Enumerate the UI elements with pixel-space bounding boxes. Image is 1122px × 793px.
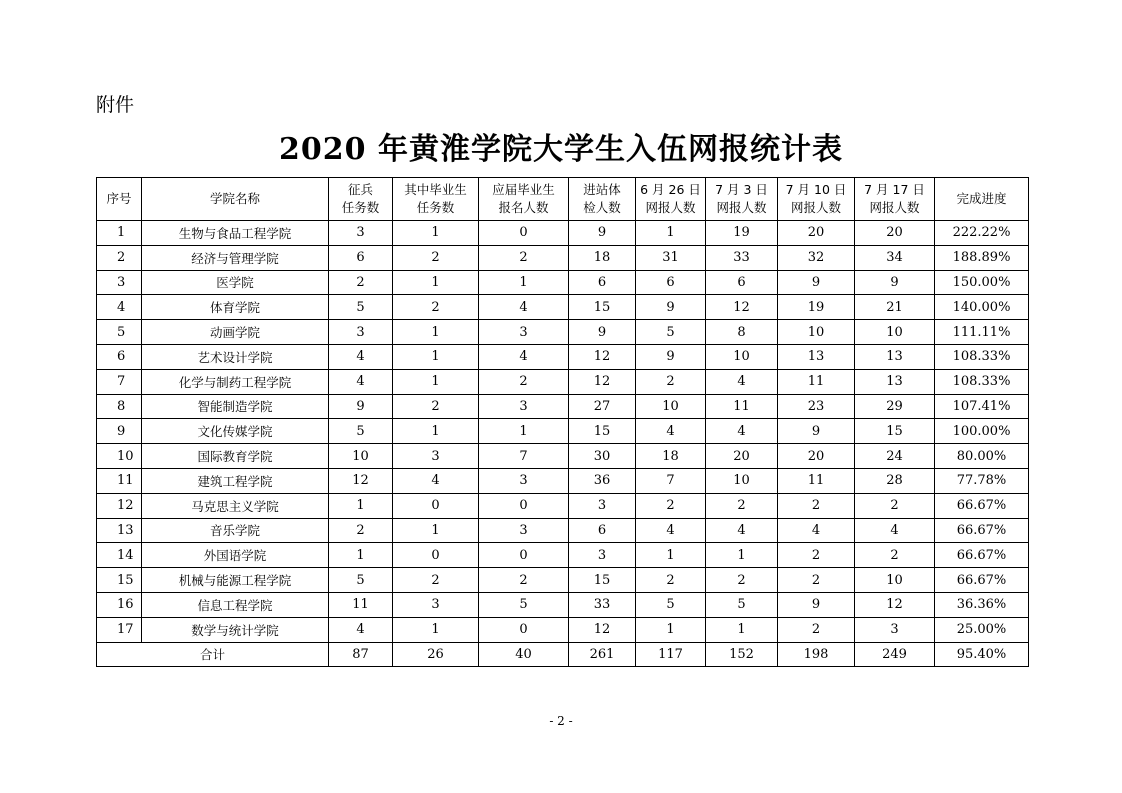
table-cell: 5 — [706, 592, 778, 617]
table-cell: 13 — [778, 344, 855, 369]
table-cell: 5 — [636, 592, 706, 617]
table-cell: 1 — [636, 221, 706, 246]
table-cell: 36 — [569, 468, 636, 493]
table-cell: 11 — [706, 394, 778, 419]
table-body — [97, 221, 1029, 643]
column-header-line2: 网报人数 — [645, 200, 696, 215]
table-cell: 29 — [855, 394, 935, 419]
table-cell: 188.89% — [935, 245, 1029, 270]
table-cell: 27 — [569, 394, 636, 419]
table-row — [97, 543, 1029, 568]
table-cell: 1 — [479, 270, 569, 295]
table-cell: 19 — [706, 221, 778, 246]
row-index-cell: 9 — [97, 419, 142, 444]
column-header-line2: 检人数 — [583, 200, 621, 215]
table-cell: 12 — [569, 344, 636, 369]
table-cell: 9 — [329, 394, 393, 419]
column-header-line1: 序号 — [106, 191, 132, 206]
table-row — [97, 344, 1029, 369]
column-header-line2: 网报人数 — [790, 200, 841, 215]
table-cell: 3 — [393, 592, 479, 617]
college-name-cell: 文化传媒学院 — [142, 419, 329, 444]
table-cell: 2 — [636, 369, 706, 394]
header-row — [97, 178, 1029, 221]
table-cell: 3 — [329, 221, 393, 246]
table-cell: 12 — [706, 295, 778, 320]
table-cell: 9 — [778, 592, 855, 617]
total-row — [97, 642, 1029, 667]
table-cell: 20 — [778, 444, 855, 469]
table-cell: 5 — [479, 592, 569, 617]
column-header-line2: 任务数 — [416, 200, 455, 215]
column-header-line1: 7 月 10 日 — [785, 182, 847, 197]
table-cell: 3 — [479, 320, 569, 345]
table-cell: 2 — [778, 543, 855, 568]
row-index-cell: 1 — [97, 221, 142, 246]
total-cell: 249 — [855, 642, 935, 667]
table-cell: 12 — [569, 369, 636, 394]
college-name-cell: 数学与统计学院 — [142, 617, 329, 642]
table-cell: 2 — [855, 493, 935, 518]
college-name-cell: 智能制造学院 — [142, 394, 329, 419]
table-cell: 5 — [636, 320, 706, 345]
table-cell: 222.22% — [935, 221, 1029, 246]
table-cell: 25.00% — [935, 617, 1029, 642]
table-cell: 28 — [855, 468, 935, 493]
table-cell: 66.67% — [935, 543, 1029, 568]
table-cell: 3 — [479, 468, 569, 493]
table-cell: 33 — [569, 592, 636, 617]
table-cell: 11 — [778, 369, 855, 394]
table-cell: 4 — [706, 419, 778, 444]
table-cell: 9 — [778, 270, 855, 295]
table-cell: 4 — [479, 295, 569, 320]
table-cell: 10 — [778, 320, 855, 345]
college-name-cell: 生物与食品工程学院 — [142, 221, 329, 246]
table-cell: 5 — [329, 419, 393, 444]
table-cell: 1 — [393, 270, 479, 295]
college-name-cell: 信息工程学院 — [142, 592, 329, 617]
total-cell: 117 — [636, 642, 706, 667]
table-cell: 12 — [569, 617, 636, 642]
college-name-cell: 体育学院 — [142, 295, 329, 320]
college-name-cell: 音乐学院 — [142, 518, 329, 543]
table-cell: 2 — [636, 568, 706, 593]
page-title: 2020 年黄淮学院大学生入伍网报统计表 — [279, 132, 843, 167]
table-cell: 107.41% — [935, 394, 1029, 419]
table-cell: 1 — [636, 617, 706, 642]
column-header-line1: 征兵 — [347, 182, 373, 197]
column-header-line1: 学院名称 — [209, 191, 260, 206]
table-row — [97, 419, 1029, 444]
enlistment-statistics-table — [96, 177, 1029, 667]
row-index-cell: 14 — [97, 543, 142, 568]
column-header — [142, 178, 329, 221]
table-cell: 31 — [636, 245, 706, 270]
column-header-line2: 任务数 — [341, 200, 380, 215]
table-cell: 2 — [393, 568, 479, 593]
table-cell: 2 — [393, 245, 479, 270]
row-index-cell: 7 — [97, 369, 142, 394]
table-cell: 140.00% — [935, 295, 1029, 320]
table-cell: 66.67% — [935, 493, 1029, 518]
college-name-cell: 建筑工程学院 — [142, 468, 329, 493]
table-cell: 100.00% — [935, 419, 1029, 444]
page-number: - 2 - — [549, 714, 573, 728]
table-cell: 3 — [329, 320, 393, 345]
table-cell: 2 — [636, 493, 706, 518]
row-index-cell: 10 — [97, 444, 142, 469]
table-cell: 9 — [778, 419, 855, 444]
table-row — [97, 369, 1029, 394]
table-cell: 30 — [569, 444, 636, 469]
table-cell: 3 — [479, 518, 569, 543]
row-index-cell: 2 — [97, 245, 142, 270]
table-cell: 6 — [706, 270, 778, 295]
table-cell: 2 — [706, 493, 778, 518]
row-index-cell: 16 — [97, 592, 142, 617]
table-cell: 2 — [778, 617, 855, 642]
table-cell: 108.33% — [935, 344, 1029, 369]
table-cell: 9 — [569, 320, 636, 345]
table-cell: 9 — [636, 344, 706, 369]
table-cell: 1 — [393, 369, 479, 394]
table-cell: 108.33% — [935, 369, 1029, 394]
table-cell: 2 — [329, 518, 393, 543]
college-name-cell: 外国语学院 — [142, 543, 329, 568]
table-cell: 1 — [393, 419, 479, 444]
table-cell: 10 — [636, 394, 706, 419]
column-header — [97, 178, 142, 221]
table-cell: 7 — [479, 444, 569, 469]
column-header-line1: 6 月 26 日 — [640, 182, 701, 197]
table-cell: 2 — [778, 493, 855, 518]
table-cell: 13 — [855, 344, 935, 369]
table-cell: 12 — [329, 468, 393, 493]
college-name-cell: 动画学院 — [142, 320, 329, 345]
row-index-cell: 6 — [97, 344, 142, 369]
table-cell: 12 — [855, 592, 935, 617]
total-cell: 87 — [329, 642, 393, 667]
row-index-cell: 15 — [97, 568, 142, 593]
table-cell: 1 — [393, 320, 479, 345]
table-cell: 15 — [855, 419, 935, 444]
total-cell: 95.40% — [935, 642, 1029, 667]
table-cell: 15 — [569, 295, 636, 320]
table-cell: 3 — [393, 444, 479, 469]
table-cell: 4 — [329, 344, 393, 369]
table-cell: 20 — [778, 221, 855, 246]
table-cell: 10 — [329, 444, 393, 469]
table-row — [97, 245, 1029, 270]
table-cell: 2 — [778, 568, 855, 593]
table-cell: 1 — [393, 221, 479, 246]
total-cell: 198 — [778, 642, 855, 667]
table-cell: 150.00% — [935, 270, 1029, 295]
total-cell: 26 — [393, 642, 479, 667]
row-index-cell: 5 — [97, 320, 142, 345]
column-header — [393, 178, 479, 221]
column-header-line2: 报名人数 — [498, 200, 549, 215]
table-cell: 9 — [855, 270, 935, 295]
table-cell: 4 — [329, 369, 393, 394]
row-index-cell: 8 — [97, 394, 142, 419]
table-cell: 15 — [569, 568, 636, 593]
column-header — [636, 178, 706, 221]
college-name-cell: 机械与能源工程学院 — [142, 568, 329, 593]
table-cell: 1 — [636, 543, 706, 568]
table-cell: 0 — [479, 543, 569, 568]
table-cell: 77.78% — [935, 468, 1029, 493]
table-cell: 34 — [855, 245, 935, 270]
total-cell: 261 — [569, 642, 636, 667]
table-cell: 4 — [706, 518, 778, 543]
table-cell: 0 — [393, 493, 479, 518]
row-index-cell: 4 — [97, 295, 142, 320]
table-cell: 7 — [636, 468, 706, 493]
table-cell: 3 — [569, 493, 636, 518]
total-cell: 40 — [479, 642, 569, 667]
row-index-cell: 17 — [97, 617, 142, 642]
table-cell: 20 — [855, 221, 935, 246]
column-header-line2: 网报人数 — [869, 200, 920, 215]
table-cell: 10 — [855, 568, 935, 593]
table-cell: 0 — [479, 221, 569, 246]
column-header — [329, 178, 393, 221]
table-cell: 2 — [855, 543, 935, 568]
table-cell: 13 — [855, 369, 935, 394]
table-cell: 4 — [479, 344, 569, 369]
table-cell: 2 — [479, 245, 569, 270]
table-row — [97, 617, 1029, 642]
column-header — [569, 178, 636, 221]
table-cell: 80.00% — [935, 444, 1029, 469]
table-cell: 2 — [706, 568, 778, 593]
column-header-line2: 网报人数 — [716, 200, 767, 215]
table-cell: 19 — [778, 295, 855, 320]
table-cell: 2 — [329, 270, 393, 295]
table-cell: 1 — [706, 617, 778, 642]
table-cell: 4 — [636, 518, 706, 543]
table-cell: 11 — [778, 468, 855, 493]
table-cell: 1 — [393, 344, 479, 369]
row-index-cell: 12 — [97, 493, 142, 518]
table-cell: 2 — [393, 394, 479, 419]
table-cell: 4 — [393, 468, 479, 493]
table-cell: 1 — [393, 518, 479, 543]
row-index-cell: 3 — [97, 270, 142, 295]
table-footer — [97, 642, 1029, 667]
table-cell: 66.67% — [935, 568, 1029, 593]
column-header — [778, 178, 855, 221]
table-cell: 9 — [569, 221, 636, 246]
table-cell: 18 — [636, 444, 706, 469]
table-cell: 10 — [706, 344, 778, 369]
table-cell: 24 — [855, 444, 935, 469]
college-name-cell: 经济与管理学院 — [142, 245, 329, 270]
table-cell: 6 — [569, 518, 636, 543]
table-cell: 1 — [706, 543, 778, 568]
table-cell: 1 — [479, 419, 569, 444]
table-cell: 3 — [855, 617, 935, 642]
table-cell: 3 — [479, 394, 569, 419]
table-cell: 66.67% — [935, 518, 1029, 543]
table-cell: 1 — [393, 617, 479, 642]
table-cell: 5 — [329, 568, 393, 593]
table-cell: 2 — [479, 369, 569, 394]
table-row — [97, 320, 1029, 345]
college-name-cell: 国际教育学院 — [142, 444, 329, 469]
table-row — [97, 295, 1029, 320]
table-row — [97, 468, 1029, 493]
column-header-line1: 其中毕业生 — [404, 182, 467, 197]
table-cell: 4 — [636, 419, 706, 444]
table-cell: 4 — [778, 518, 855, 543]
college-name-cell: 化学与制药工程学院 — [142, 369, 329, 394]
column-header — [479, 178, 569, 221]
row-index-cell: 13 — [97, 518, 142, 543]
table-cell: 0 — [479, 493, 569, 518]
table-cell: 10 — [706, 468, 778, 493]
column-header-line1: 完成进度 — [956, 191, 1007, 206]
table-cell: 23 — [778, 394, 855, 419]
row-index-cell: 11 — [97, 468, 142, 493]
table-cell: 4 — [855, 518, 935, 543]
table-row — [97, 444, 1029, 469]
attachment-label: 附件 — [96, 94, 135, 116]
table-cell: 111.11% — [935, 320, 1029, 345]
table-cell: 0 — [479, 617, 569, 642]
column-header — [706, 178, 778, 221]
table-row — [97, 592, 1029, 617]
table-cell: 6 — [329, 245, 393, 270]
table-cell: 8 — [706, 320, 778, 345]
table-cell: 20 — [706, 444, 778, 469]
table-row — [97, 493, 1029, 518]
column-header-line1: 7 月 17 日 — [864, 182, 925, 197]
column-header-line1: 7 月 3 日 — [715, 182, 768, 197]
table-cell: 18 — [569, 245, 636, 270]
column-header — [855, 178, 935, 221]
table-cell: 6 — [569, 270, 636, 295]
table-row — [97, 394, 1029, 419]
table-cell: 5 — [329, 295, 393, 320]
table-row — [97, 568, 1029, 593]
table-row — [97, 518, 1029, 543]
college-name-cell: 艺术设计学院 — [142, 344, 329, 369]
table-cell: 36.36% — [935, 592, 1029, 617]
table-row — [97, 221, 1029, 246]
college-name-cell: 马克思主义学院 — [142, 493, 329, 518]
table-cell: 2 — [479, 568, 569, 593]
total-cell: 152 — [706, 642, 778, 667]
table-cell: 9 — [636, 295, 706, 320]
table-cell: 4 — [329, 617, 393, 642]
table-cell: 6 — [636, 270, 706, 295]
table-row — [97, 270, 1029, 295]
college-name-cell: 医学院 — [142, 270, 329, 295]
table-cell: 33 — [706, 245, 778, 270]
table-cell: 15 — [569, 419, 636, 444]
column-header-line1: 进站体 — [583, 182, 621, 197]
column-header-line1: 应届毕业生 — [492, 182, 555, 197]
table-cell: 32 — [778, 245, 855, 270]
table-header — [97, 178, 1029, 221]
total-label: 合计 — [97, 642, 329, 667]
table-cell: 10 — [855, 320, 935, 345]
column-header — [935, 178, 1029, 221]
table-cell: 4 — [706, 369, 778, 394]
table-cell: 1 — [329, 543, 393, 568]
table-cell: 2 — [393, 295, 479, 320]
table-cell: 11 — [329, 592, 393, 617]
table-cell: 1 — [329, 493, 393, 518]
table-cell: 21 — [855, 295, 935, 320]
table-cell: 3 — [569, 543, 636, 568]
table-cell: 0 — [393, 543, 479, 568]
